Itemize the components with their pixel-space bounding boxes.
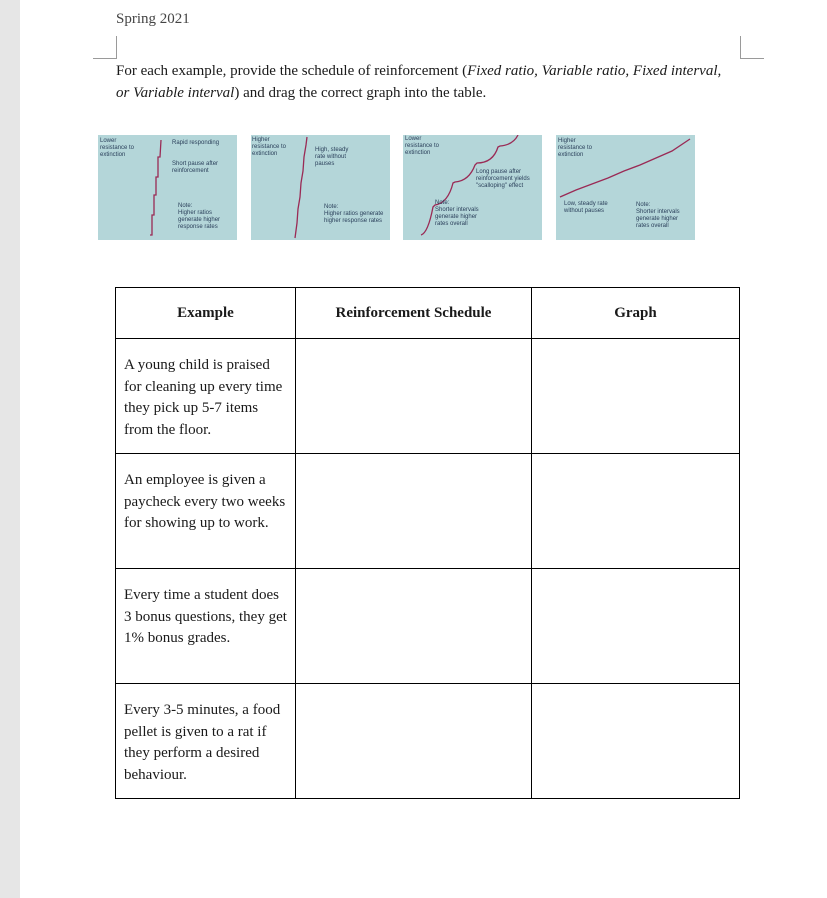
graph-3-resistance-label: Lower resistance to extinction — [405, 136, 440, 156]
graph-4-note: Note: Shorter intervals generate higher rates overall — [636, 202, 680, 229]
graph-2-note: Note: Higher ratios generate higher response rates — [324, 204, 384, 224]
crop-mark — [116, 36, 117, 59]
graph-drop-cell[interactable] — [532, 684, 740, 799]
table-row — [116, 684, 740, 799]
graph-2-resistance-label: Higher resistance to extinction — [252, 137, 287, 157]
example-cell — [116, 339, 296, 454]
graph-card-3[interactable] — [403, 135, 542, 240]
instructions-text: For each example, provide the schedule of reinforcement ( — [116, 63, 468, 79]
graph-1-note: Note: Higher ratios generate higher response rates — [178, 203, 221, 230]
graph-1-rapid-label: Rapid responding — [172, 140, 220, 146]
header-example: Example — [116, 288, 296, 339]
schedule-cell[interactable] — [296, 339, 532, 454]
instructions-schedule-options: Fixed ratio, Variable ratio, Fixed interval, or Variable interval — [116, 63, 722, 101]
crop-mark — [93, 58, 117, 59]
example-cell — [116, 684, 296, 799]
crop-mark — [740, 36, 741, 59]
example-cell — [116, 569, 296, 684]
graph-card-2[interactable] — [251, 135, 390, 240]
instructions-text: ) and drag the correct graph into the table. — [234, 85, 487, 101]
schedule-cell[interactable] — [296, 684, 532, 799]
schedule-cell[interactable] — [296, 569, 532, 684]
header-schedule: Reinforcement Schedule — [296, 288, 532, 339]
graph-1-resistance-label: Lower resistance to extinction — [100, 138, 135, 158]
graph-drop-cell[interactable] — [532, 454, 740, 569]
left-margin-gutter — [0, 0, 20, 898]
example-text: Every 3-5 minutes, a food pellet is given to a rat if they perform a desired behaviour. — [124, 702, 281, 783]
example-cell — [116, 454, 296, 569]
page-header: Spring 2021 — [116, 11, 190, 27]
schedule-cell[interactable] — [296, 454, 532, 569]
graph-3-note: Note: Shorter intervals generate higher rates overall — [435, 200, 479, 227]
example-text: An employee is given a paycheck every two weeks for showing up to work. — [124, 472, 286, 531]
table-header-row — [116, 288, 740, 339]
graph-4-rate-label: Low, steady rate without pauses — [564, 201, 608, 214]
graph-drop-cell[interactable] — [532, 569, 740, 684]
graph-drop-cell[interactable] — [532, 339, 740, 454]
table-row — [116, 454, 740, 569]
instructions-paragraph — [116, 60, 726, 104]
graph-4-resistance-label: Higher resistance to extinction — [558, 138, 593, 158]
graph-card-1[interactable] — [98, 135, 237, 240]
graph-1-pause-label: Short pause after reinforcement — [172, 161, 219, 174]
reinforcement-table — [115, 287, 740, 799]
graph-card-4[interactable] — [556, 135, 695, 240]
graph-3-pause-label: Long pause after reinforcement yields "scalloping" effect — [476, 169, 530, 189]
header-graph: Graph — [532, 288, 740, 339]
graph-2-rate-label: High, steady rate without pauses — [315, 147, 349, 167]
table-row — [116, 569, 740, 684]
example-text: Every time a student does 3 bonus questions, they get 1% bonus grades. — [124, 587, 287, 646]
crop-mark — [740, 58, 764, 59]
table-row — [116, 339, 740, 454]
example-text: A young child is praised for cleaning up every time they pick up 5-7 items from the floor. — [124, 357, 283, 438]
